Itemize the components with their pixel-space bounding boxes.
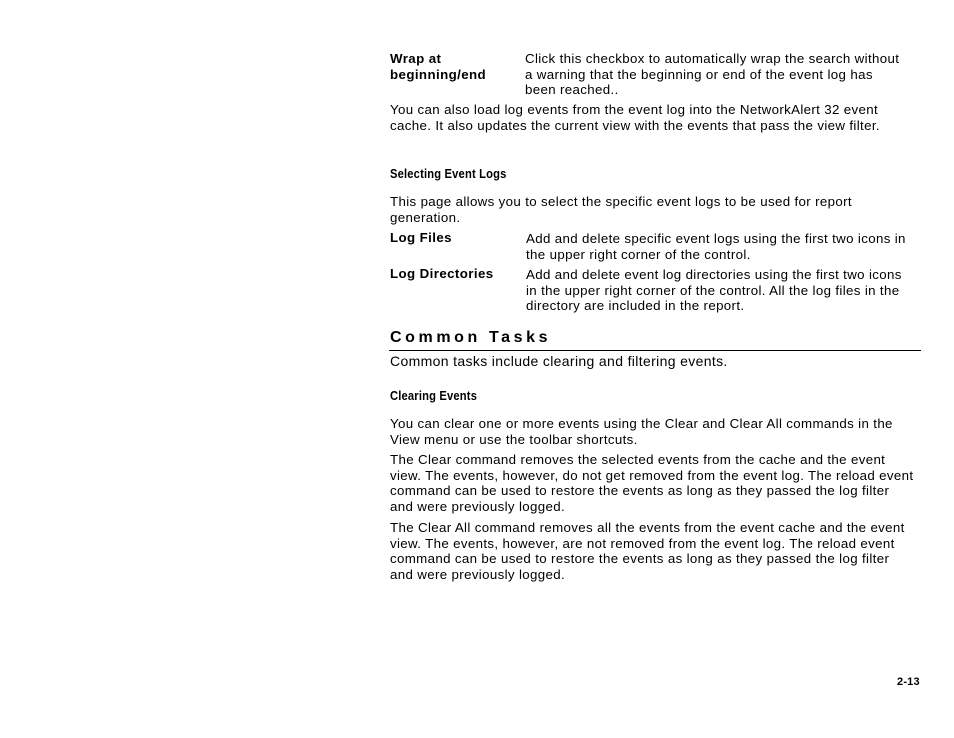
clearing-events-paragraph-2: The Clear command removes the selected events from the cache and the event view. The events, however, do not get removed from the event log. The reload event command can be used to restore the events as long as they passed the log filter and were previously logged.	[390, 452, 914, 514]
log-files-description: Add and delete specific event logs using the first two icons in the upper right corner of the control.	[526, 231, 906, 262]
log-directories-term: Log Directories	[390, 266, 494, 281]
log-directories-description: Add and delete event log directories using the first two icons in the upper right corner of the control. All the log files in the directory are included in the report.	[526, 267, 902, 313]
clearing-events-paragraph-3: The Clear All command removes all the events from the event cache and the event view. The events, however, are not removed from the event log. The reload event command can be used to restore the events as long as they passed the log filter and were previously logged.	[390, 520, 905, 582]
clearing-events-heading: Clearing Events	[390, 388, 478, 403]
section-divider	[389, 350, 921, 351]
wrap-description: Click this checkbox to automatically wrap the search without a warning that the beginning or end of the event log has been reached..	[525, 51, 900, 97]
wrap-term-line2: beginning/end	[390, 66, 487, 82]
wrap-term	[390, 51, 486, 82]
clearing-events-paragraph-1: You can clear one or more events using the Clear and Clear All commands in the View menu or use the toolbar shortcuts.	[390, 416, 893, 447]
selecting-event-logs-heading: Selecting Event Logs	[390, 166, 507, 181]
log-files-term: Log Files	[390, 230, 452, 245]
common-tasks-heading: Common Tasks	[390, 329, 552, 346]
common-tasks-intro: Common tasks include clearing and filtering events.	[390, 353, 728, 369]
wrap-term-line1: Wrap at	[390, 51, 442, 66]
selecting-event-logs-intro: This page allows you to select the specific event logs to be used for report generation.	[390, 194, 852, 225]
page-number: 2-13	[897, 676, 920, 688]
load-events-paragraph: You can also load log events from the event log into the NetworkAlert 32 event cache. It also updates the current view with the events that pass the view filter.	[390, 102, 880, 133]
